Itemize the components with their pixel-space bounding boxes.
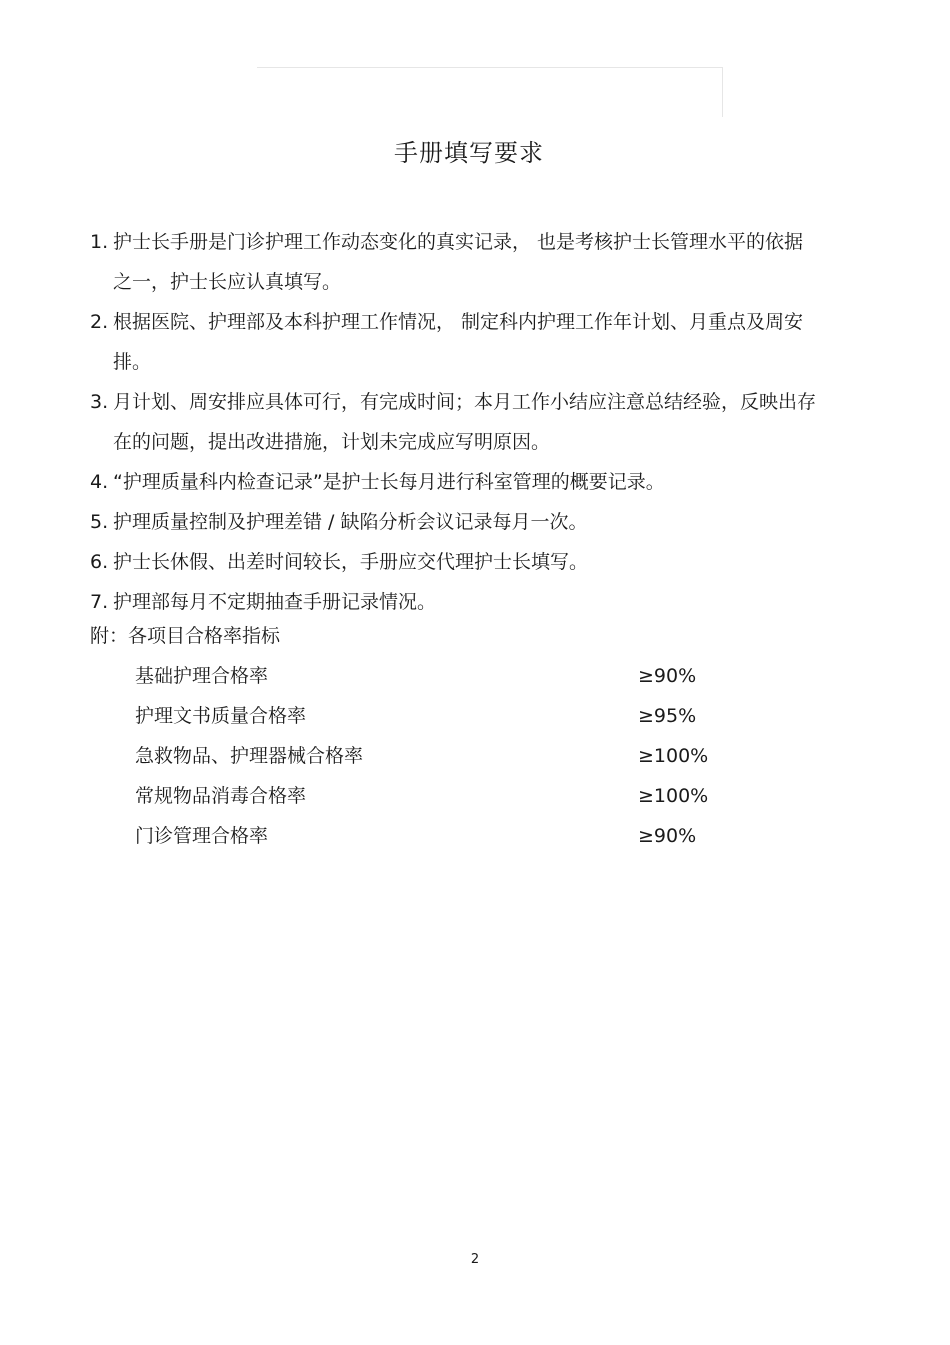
item-number: 1. bbox=[90, 231, 109, 253]
item-number: 2. bbox=[90, 311, 109, 333]
item-number: 6. bbox=[90, 551, 109, 573]
indicator-value: ≥90% bbox=[638, 825, 697, 847]
indicator-value: ≥95% bbox=[638, 705, 697, 727]
indicator-row bbox=[135, 696, 735, 736]
list-item bbox=[90, 222, 820, 302]
item-text: “护理质量科内检查记录”是护士长每月进行科室管理的概要记录。 bbox=[113, 471, 665, 493]
indicator-value: ≥90% bbox=[638, 665, 697, 687]
item-text: 护士长休假、出差时间较长，手册应交代理护士长填写。 bbox=[113, 551, 589, 573]
indicator-name: 门诊管理合格率 bbox=[135, 825, 269, 847]
page-number: 2 bbox=[470, 1252, 480, 1267]
indicator-value: ≥100% bbox=[638, 745, 709, 767]
item-text: 根据医院、护理部及本科护理工作情况， 制定科内护理工作年计划、月重点及周安排。 bbox=[113, 311, 804, 373]
item-text: 护士长手册是门诊护理工作动态变化的真实记录， 也是考核护士长管理水平的依据之一，护士长应认真填写。 bbox=[113, 231, 804, 293]
indicator-row bbox=[135, 816, 735, 856]
header-rule bbox=[257, 67, 722, 68]
item-text: 月计划、周安排应具体可行，有完成时间；本月工作小结应注意总结经验，反映出存在的问题，提出改进措施，计划未完成应写明原因。 bbox=[113, 391, 817, 453]
item-number: 3. bbox=[90, 391, 109, 413]
indicator-row bbox=[135, 736, 735, 776]
indicator-name: 急救物品、护理器械合格率 bbox=[135, 745, 364, 767]
indicator-name: 基础护理合格率 bbox=[135, 665, 269, 687]
indicator-value: ≥100% bbox=[638, 785, 709, 807]
item-number: 4. bbox=[90, 471, 109, 493]
indicator-name: 常规物品消毒合格率 bbox=[135, 785, 307, 807]
list-item bbox=[90, 502, 820, 542]
list-item bbox=[90, 302, 820, 382]
item-text: 护理质量控制及护理差错 / 缺陷分析会议记录每月一次。 bbox=[113, 511, 588, 533]
page-title: 手册填写要求 bbox=[394, 139, 544, 167]
header-rule-corner bbox=[722, 67, 723, 117]
indicator-row bbox=[135, 776, 735, 816]
item-number: 7. bbox=[90, 591, 109, 613]
list-item bbox=[90, 382, 820, 462]
list-item bbox=[90, 462, 820, 502]
item-text: 护理部每月不定期抽查手册记录情况。 bbox=[113, 591, 437, 613]
list-item bbox=[90, 542, 820, 582]
indicator-name: 护理文书质量合格率 bbox=[135, 705, 307, 727]
requirements-list bbox=[90, 222, 820, 622]
indicator-row bbox=[135, 656, 735, 696]
appendix-label: 附：各项目合格率指标 bbox=[90, 625, 281, 647]
item-number: 5. bbox=[90, 511, 109, 533]
indicator-list bbox=[135, 656, 735, 856]
